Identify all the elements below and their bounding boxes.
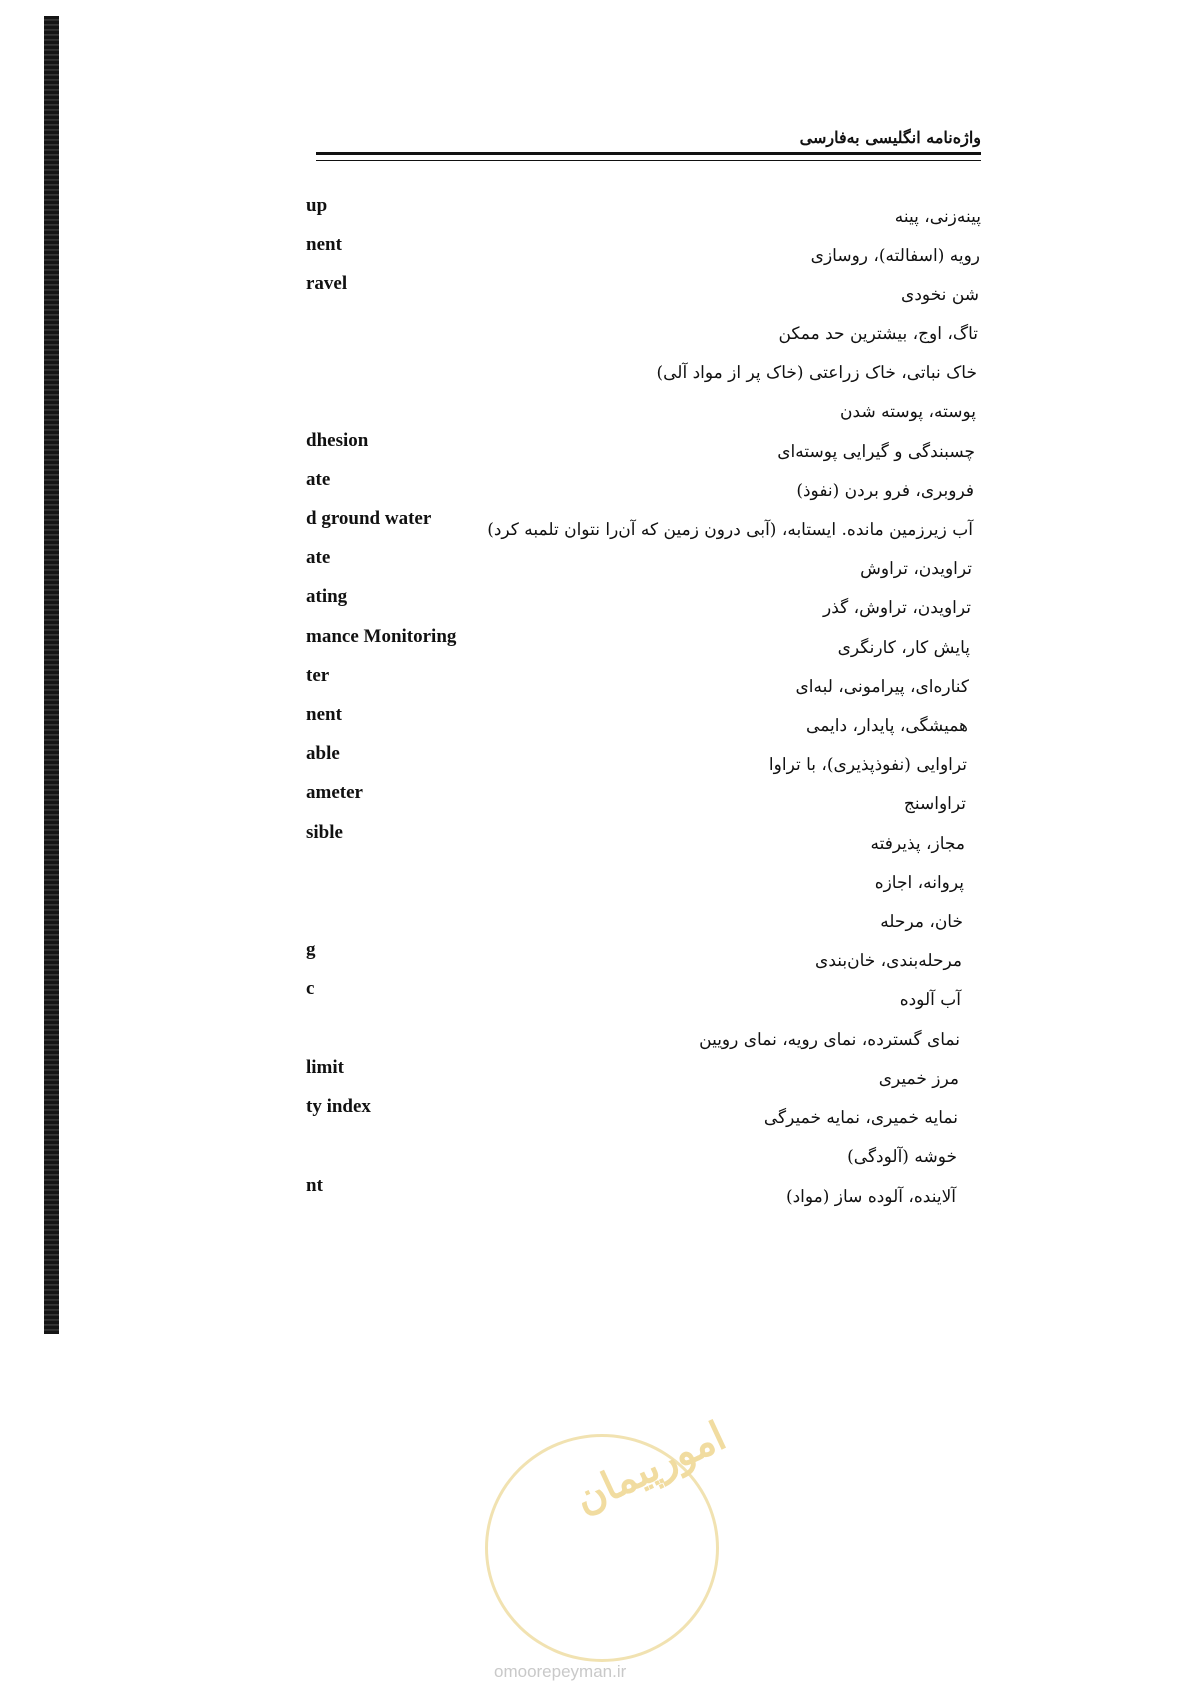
english-term: sible: [306, 822, 343, 843]
glossary-entry: [0, 195, 1191, 235]
glossary-entry: [0, 273, 1191, 313]
persian-meaning: مجاز، پذیرفته: [870, 834, 965, 854]
persian-meaning: آب زیرزمین مانده. ایستابه، (آبی درون زمین که آن‌را نتوان تلمبه کرد): [487, 520, 973, 540]
running-head: واژه‌نامه انگلیسی به‌فارسی: [799, 128, 981, 147]
glossary-entry: [0, 822, 1191, 862]
persian-meaning: شن نخودی: [901, 285, 979, 305]
persian-meaning: تراواسنج: [903, 794, 966, 814]
watermark-logo-text: امورپیمان: [567, 1412, 733, 1523]
glossary-entry: [0, 665, 1191, 705]
english-term: dhesion: [306, 430, 369, 451]
glossary-entry: [0, 390, 1191, 430]
english-term: nent: [306, 704, 342, 725]
english-term: d ground water: [306, 508, 432, 529]
persian-meaning: مرز خمیری: [878, 1069, 959, 1089]
header-rule-thick: [316, 152, 981, 155]
persian-meaning: پوسته، پوسته شدن: [840, 402, 976, 422]
persian-meaning: آب آلوده: [899, 990, 961, 1010]
persian-meaning: نمای گسترده، نمای رویه، نمای رویین: [699, 1030, 960, 1050]
glossary-entry: [0, 1018, 1191, 1058]
glossary-entry: [0, 1175, 1191, 1215]
persian-meaning: پینه‌زنی، پینه: [894, 207, 981, 227]
persian-meaning: تراویدن، تراوش: [860, 559, 972, 579]
persian-meaning: پروانه، اجازه: [874, 873, 964, 893]
persian-meaning: فروبری، فرو بردن (نفوذ): [796, 481, 974, 501]
glossary-entry: [0, 1135, 1191, 1175]
glossary-entry: [0, 861, 1191, 901]
glossary-entry: [0, 626, 1191, 666]
watermark-url: omoorepeyman.ir: [494, 1662, 627, 1681]
english-term: up: [306, 195, 328, 216]
english-term: able: [306, 743, 340, 764]
persian-meaning: چسبندگی و گیرایی پوسته‌ای: [777, 442, 975, 462]
glossary-entry: [0, 351, 1191, 391]
glossary-entry: [0, 430, 1191, 470]
english-term: ate: [306, 469, 331, 490]
glossary-entry: [0, 547, 1191, 587]
english-term: ameter: [306, 782, 363, 803]
english-term: ter: [306, 665, 330, 686]
english-term: nent: [306, 234, 342, 255]
header-rule-thin: [316, 160, 981, 161]
english-term: ate: [306, 547, 331, 568]
english-term: limit: [306, 1057, 344, 1078]
persian-meaning: تاگ، اوج، بیشترین حد ممکن: [778, 324, 978, 344]
persian-meaning: تراویدن، تراوش، گذر: [823, 598, 971, 618]
english-term: g: [306, 939, 316, 960]
persian-meaning: همیشگی، پایدار، دایمی: [806, 716, 968, 736]
glossary-entry: [0, 704, 1191, 744]
persian-meaning: خاک نباتی، خاک زراعتی (خاک پر از مواد آلی): [656, 363, 977, 383]
glossary-entry: [0, 586, 1191, 626]
english-term: ating: [306, 586, 348, 607]
persian-meaning: خوشه (آلودگی): [847, 1147, 957, 1167]
persian-meaning: نمایه خمیری، نمایه خمیرگی: [763, 1108, 958, 1128]
persian-meaning: مرحله‌بندی، خان‌بندی: [815, 951, 962, 971]
glossary-entry: [0, 508, 1191, 548]
glossary-entry: [0, 743, 1191, 783]
persian-meaning: پایش کار، کارنگری: [837, 638, 970, 658]
persian-meaning: خان، مرحله: [880, 912, 963, 932]
english-term: nt: [306, 1175, 323, 1196]
glossary-entry: [0, 1057, 1191, 1097]
english-term: ravel: [306, 273, 348, 294]
glossary-entry: [0, 234, 1191, 274]
english-term: c: [306, 978, 315, 999]
glossary-entry: [0, 1096, 1191, 1136]
glossary-entry: [0, 782, 1191, 822]
persian-meaning: آلاینده، آلوده ساز (مواد): [785, 1187, 956, 1207]
glossary-entry: [0, 900, 1191, 940]
glossary-entry: [0, 978, 1191, 1018]
glossary-entry: [0, 312, 1191, 352]
glossary-entry: [0, 939, 1191, 979]
english-term: mance Monitoring: [306, 626, 457, 647]
english-term: ty index: [306, 1096, 371, 1117]
persian-meaning: تراوایی (نفوذپذیری)، با تراوا: [768, 755, 967, 775]
persian-meaning: کناره‌ای، پیرامونی، لبه‌ای: [795, 677, 969, 697]
glossary-entry: [0, 469, 1191, 509]
persian-meaning: رویه (اسفالته)، روسازی: [810, 246, 980, 266]
